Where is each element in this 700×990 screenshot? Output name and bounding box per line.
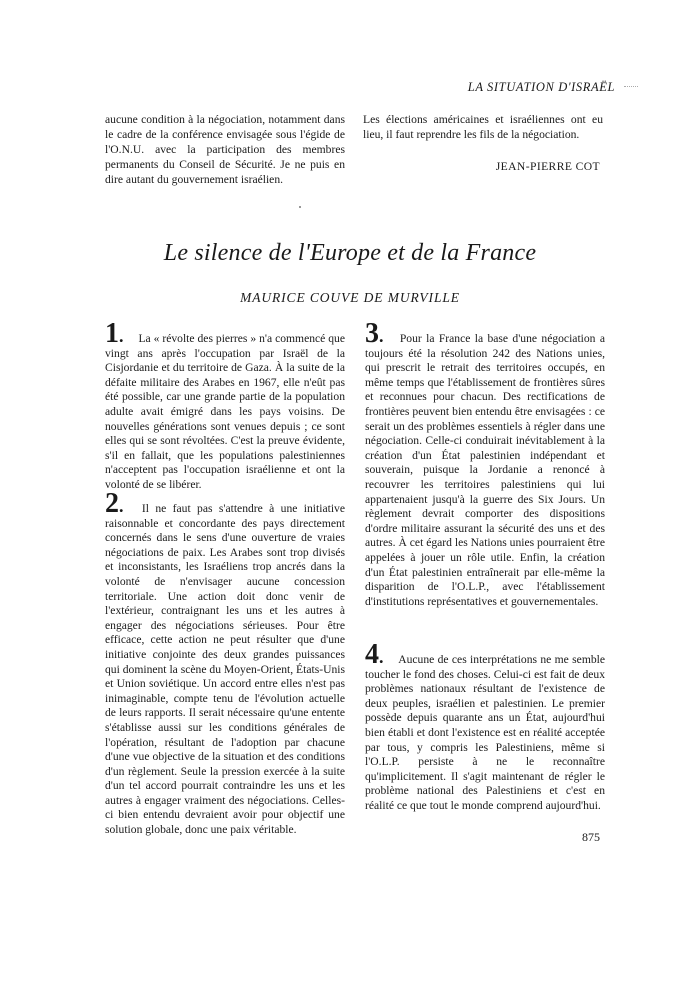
section-number: 2. (105, 488, 124, 519)
section-number: 4. (365, 639, 384, 670)
section-1 (105, 318, 345, 493)
section-text: Aucune de ces interprétations ne me semble toucher le fond des choses. Celui-ci est fait de deux problèmes nationaux résultant de l'existence de deux peuples, israélien et palestinien. Le premier possède depuis quarante ans un État, aujourd'hui bien établi et dont l'existence est en réalité acceptée par tous, y compris les Palestiniens, même si l'O.L.P. persiste à ne le reconnaître qu'implicitement. Il s'agit maintenant de régler le problème national des Palestiniens et c'est en réalité ce que tout le monde comprend aujourd'hui. (365, 653, 605, 812)
section-number: 1. (105, 318, 124, 349)
signature: JEAN-PIERRE COT (495, 160, 600, 173)
article-author: MAURICE COUVE DE MURVILLE (240, 290, 460, 305)
article-title: Le silence de l'Europe et de la France (163, 240, 537, 266)
page-number: 875 (582, 830, 600, 844)
section-text: La « révolte des pierres » n'a commencé que vingt ans après l'occupation par Israël de la Cisjordanie et du territoire de Gaza. À la suite de la défaite militaire des Arabes en 1967, elle n'eût pas été possible, car une grande partie de la population adulte avait émigré dans les pays voisins. De nouvelles générations sont venues depuis ; ce sont elles qui se sont révoltées. C'est la preuve évidente, s'il en fallait, que les populations palestiniennes n'acceptent pas l'occupation israélienne et ont la volonté de se libérer. (105, 332, 345, 491)
section-text: Il ne faut pas s'attendre à une initiative raisonnable et concordante des pays directement concernés dans le sens d'une ouverture de vraies négociations de paix. Les Arabes sont trop divisés et inconsistants, les Israéliens trop ancrés dans la volonté de n'envisager aucune concession territoriale. Une action doit donc venir de l'extérieur, contraignant les uns et les autres à engager des négociations sérieuses. Pour être efficace, cette action ne peut résulter que d'une initiative conjointe des deux grandes puissances qui dominent la scène du Moyen-Orient, États-Unis et Union soviétique. Un accord entre elles n'est pas inimaginable, compte tenu de l'évolution actuelle de leurs rapports. Il serait nécessaire qu'une entente s'établisse aussi sur les conditions générales de l'opération, résultant de l'adoption par chacune d'une vue objective de la situation et des conditions d'un règlement. Seule la pression exercée à la suite d'un tel accord pourrait contraindre les uns et les autres à engager vraiment des négociations. Celles-ci bien entendu devraient avoir pour objectif une solution globale, donc une paix véritable. (105, 502, 345, 837)
section-3 (365, 318, 605, 609)
section-number: 3. (365, 318, 384, 349)
scan-speck (299, 206, 301, 208)
section-2 (105, 488, 345, 838)
running-head: LA SITUATION D'ISRAËL (467, 80, 615, 94)
section-text: Pour la France la base d'une négociation a toujours été la résolution 242 des Nations unies, qui prescrit le retrait des territoires occupés, en même temps que l'établissement de frontières sûres et reconnues pour chacun. Des rectifications de frontières peuvent bien entendu être envisagées : ce serait un des problèmes essentiels à régler dans une négociation. Celle-ci conduirait inévitablement à la création d'un État palestinien indépendant et souverain, puisque la Jordanie a renoncé à recouvrer les territoires palestiniens qui lui appartenaient jusqu'à la guerre des Six Jours. Un règlement devrait comporter des dispositions d'ordre militaire assurant la sécurité des uns et des autres. À cet égard les Nations unies pourraient être appelées à jouer un rôle utile. Enfin, la création d'un État palestinien entraînerait par elle-même la disparition de l'O.L.P., avec l'établissement d'institutions représentatives et gouvernementales. (365, 332, 605, 608)
top-left-paragraph: aucune condition à la négociation, notamment dans le cadre de la conférence envisagée sous l'égide de l'O.N.U. avec la participation des membres permanents du Conseil de Sécurité. Je ne puis en dire autant du gouvernement israélien. (105, 113, 345, 187)
section-4 (365, 639, 605, 814)
top-right-paragraph: Les élections américaines et israéliennes ont eu lieu, il faut reprendre les fils de la négociation. (363, 113, 603, 142)
scan-mark (624, 86, 638, 91)
